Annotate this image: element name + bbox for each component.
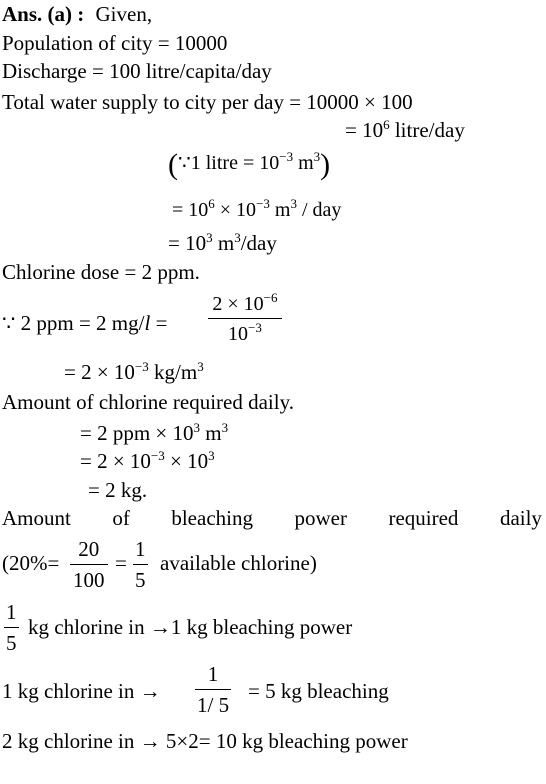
fifth-fraction	[4, 602, 19, 654]
step1-exp2: −3	[256, 196, 270, 211]
ppm-result-line	[64, 359, 204, 384]
conv-exp: −3	[279, 149, 294, 164]
pct-equals: =	[115, 551, 127, 575]
conv-litre: 1 litre = 10	[190, 152, 280, 174]
chlorine-dose-line: Chlorine dose = 2 ppm.	[2, 260, 200, 284]
calc1-a: = 2 ppm × 10	[80, 421, 194, 445]
calc1-line	[80, 420, 229, 445]
ppm-res-exp: −3	[134, 359, 149, 374]
conv-unit-exp: 3	[313, 149, 321, 164]
close-paren: )	[320, 148, 331, 181]
ppm-res-b: kg/m	[148, 360, 198, 384]
calc2-exp1: −3	[150, 448, 165, 463]
conversion-note	[168, 150, 330, 180]
supply-exp: 6	[383, 117, 390, 132]
ppm-den-exp: −3	[248, 320, 262, 335]
ppm-res-exp2: 3	[197, 359, 204, 374]
step1-line	[172, 196, 342, 221]
calc2-a: = 2 × 10	[80, 449, 151, 473]
pct-open: (20%=	[2, 551, 60, 575]
total-supply-line: Total water supply to city per day = 10000 × 100	[2, 90, 413, 114]
step1-exp1: 6	[208, 196, 215, 211]
step1-d: / day	[296, 199, 342, 221]
calc1-exp: 3	[193, 420, 201, 435]
step1-exp3: 3	[290, 196, 297, 211]
amount-chlorine-line: Amount of chlorine required daily.	[2, 390, 294, 414]
bleach-word: power	[294, 506, 347, 530]
supply-eq: = 10	[345, 118, 384, 142]
pct-denominator: 100	[70, 564, 108, 591]
one-kg-numerator: 1	[207, 662, 219, 686]
fifth-text: kg chlorine in →1 kg bleaching power	[28, 615, 353, 639]
bleach-word: Amount	[2, 506, 71, 530]
calc2-b: × 10	[164, 449, 209, 473]
fifth-denominator: 5	[4, 627, 19, 654]
bleach-word: bleaching	[171, 506, 253, 530]
answer-label: Ans. (a) :	[2, 2, 85, 26]
ppm-den-a: 10	[228, 323, 248, 345]
one-kg-tail: = 5 kg bleaching	[248, 679, 389, 703]
step2-c: /day	[240, 231, 277, 255]
step1-a: = 10	[172, 199, 209, 221]
ppm-numerator	[208, 290, 282, 318]
ppm-lhs	[2, 313, 167, 334]
one-kg-denominator: 1/ 5	[195, 689, 231, 716]
bleach-word: daily	[499, 506, 542, 530]
calc3-line: = 2 kg.	[88, 478, 148, 502]
supply-unit: litre/day	[389, 118, 465, 142]
supply-result	[345, 117, 465, 142]
one-kg-fraction	[195, 664, 231, 716]
pct-tail: available chlorine)	[160, 551, 317, 575]
calc1-b: m	[200, 421, 222, 445]
ppm-lhs-a: ∵ 2 ppm = 2 mg/	[2, 311, 145, 335]
step2-exp2: 3	[234, 230, 241, 245]
two-kg-line: 2 kg chlorine in → 5×2= 10 kg bleaching power	[2, 729, 408, 753]
step1-c: m	[269, 199, 291, 221]
ppm-res-a: = 2 × 10	[64, 360, 135, 384]
bleach-word: required	[388, 506, 459, 530]
ppm-num-a: 2 × 10	[212, 293, 264, 315]
step2-b: m	[212, 231, 235, 255]
pct-numerator: 20	[78, 537, 100, 561]
answer-heading	[2, 4, 152, 25]
pct-denominator-2: 5	[133, 564, 148, 591]
discharge-line: Discharge = 100 litre/capita/day	[2, 59, 272, 83]
ppm-num-exp: −6	[263, 290, 278, 305]
bleaching-line	[2, 508, 542, 529]
ppm-lhs-eq: =	[150, 311, 168, 335]
one-kg-text: 1 kg chlorine in →	[2, 679, 161, 703]
given-text: Given,	[95, 2, 153, 26]
calc2-exp2: 3	[208, 448, 215, 463]
step1-b: × 10	[214, 199, 257, 221]
step2-a: = 10	[168, 231, 207, 255]
because-symbol: ∵	[178, 152, 191, 174]
conv-unit: m	[293, 152, 314, 174]
pct-fraction-1	[70, 539, 108, 591]
population-line: Population of city = 10000	[2, 31, 228, 55]
bleach-word: of	[112, 506, 130, 530]
step2-line	[168, 230, 277, 255]
calc1-exp2: 3	[221, 420, 229, 435]
ppm-lhs-l: l	[144, 311, 151, 335]
ppm-denominator	[208, 318, 282, 344]
pct-fraction-2	[133, 539, 148, 591]
open-paren: (	[168, 148, 178, 181]
fifth-numerator: 1	[6, 600, 17, 624]
step2-exp1: 3	[206, 230, 213, 245]
pct-numerator-2: 1	[135, 537, 146, 561]
calc2-line	[80, 448, 215, 473]
ppm-fraction	[208, 290, 282, 345]
